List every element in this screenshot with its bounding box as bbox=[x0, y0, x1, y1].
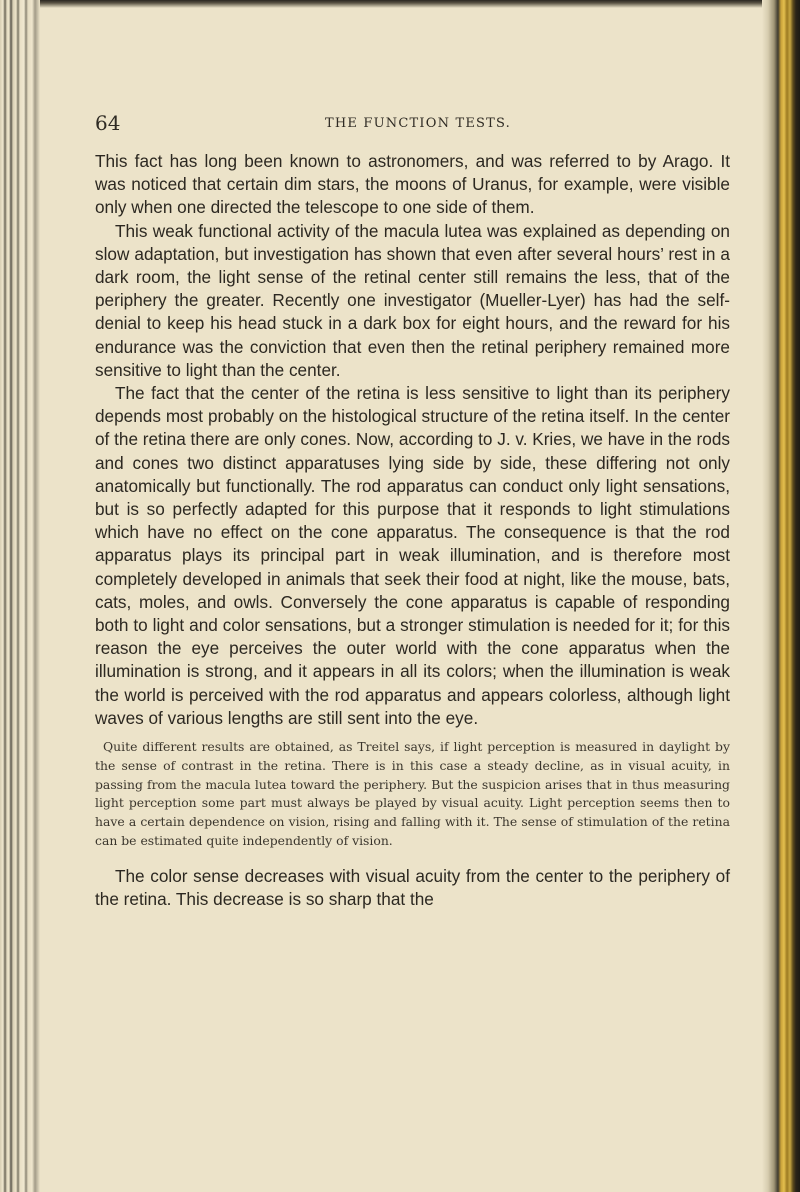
page-top-edge bbox=[0, 0, 800, 8]
footnote-treitel: Quite different results are obtained, as Treitel says, if light perception is measured in daylight by the sense of contrast in the retina. There is in this case a steady decline, as in visual acuity, in passing from the macula lutea toward the periphery. But the suspicion arises that in thus measuring light perception some part must always be played by visual acuity. Light perception seems then to have a certain dependence on vision, rising and falling with it. The sense of stimulation of the retina can be estimated quite independently of vision. bbox=[95, 739, 730, 849]
paragraph-macula-lutea: This weak functional activity of the macula lutea was explained as depending on slow adaptation, but investigation has shown that even after several hours’ rest in a dark room, the light sense of the retinal center still remains the less, that of the periphery the greater. Recently one investigator (Mueller-Lyer) has had the self-denial to keep his head stuck in a dark box for eight hours, and the reward for his endurance was the conviction that even then the retinal periphery remained more sensitive to light than the center. bbox=[95, 220, 730, 380]
page-fore-edge bbox=[762, 0, 800, 1192]
page-number: 64 bbox=[95, 111, 121, 135]
page-body bbox=[95, 150, 730, 911]
paragraph-arago: This fact has long been known to astronomers, and was referred to by Arago. It was noticed that certain dim stars, the moons of Uranus, for example, were visible only when one directed the telescope to one side of them. bbox=[95, 151, 730, 218]
book-spine-edge bbox=[0, 0, 40, 1192]
paragraph-rods-and-cones: The fact that the center of the retina is less sensitive to light than its periphery depends most probably on the histological structure of the retina itself. In the center of the retina there are only cones. Now, according to J. v. Kries, we have in the rods and cones two distinct apparatuses lying side by side, these differing not only anatomically but functionally. The rod apparatus can conduct only light sensations, but is so perfectly adapted for this purpose that it responds to light stimulations which have no effect on the cone apparatus. The consequence is that the rod apparatus plays its principal part in weak illumination, and is therefore most completely developed in animals that seek their food at night, like the mouse, bats, cats, moles, and owls. Conversely the cone apparatus is capable of responding both to light and color sensations, but a stronger stimulation is needed for it; for this reason the eye perceives the outer world with the cone apparatus when the illumination is strong, and it appears in all its colors; when the illumination is weak the world is perceived with the rod apparatus and appears colorless, although light waves of various lengths are still sent into the eye. bbox=[95, 383, 730, 728]
page-header bbox=[95, 113, 735, 137]
paragraph-color-sense: The color sense decreases with visual acuity from the center to the periphery of the retina. This decrease is so sharp that the bbox=[95, 865, 730, 910]
footnote-block bbox=[95, 738, 730, 851]
running-head: THE FUNCTION TESTS. bbox=[325, 116, 512, 131]
